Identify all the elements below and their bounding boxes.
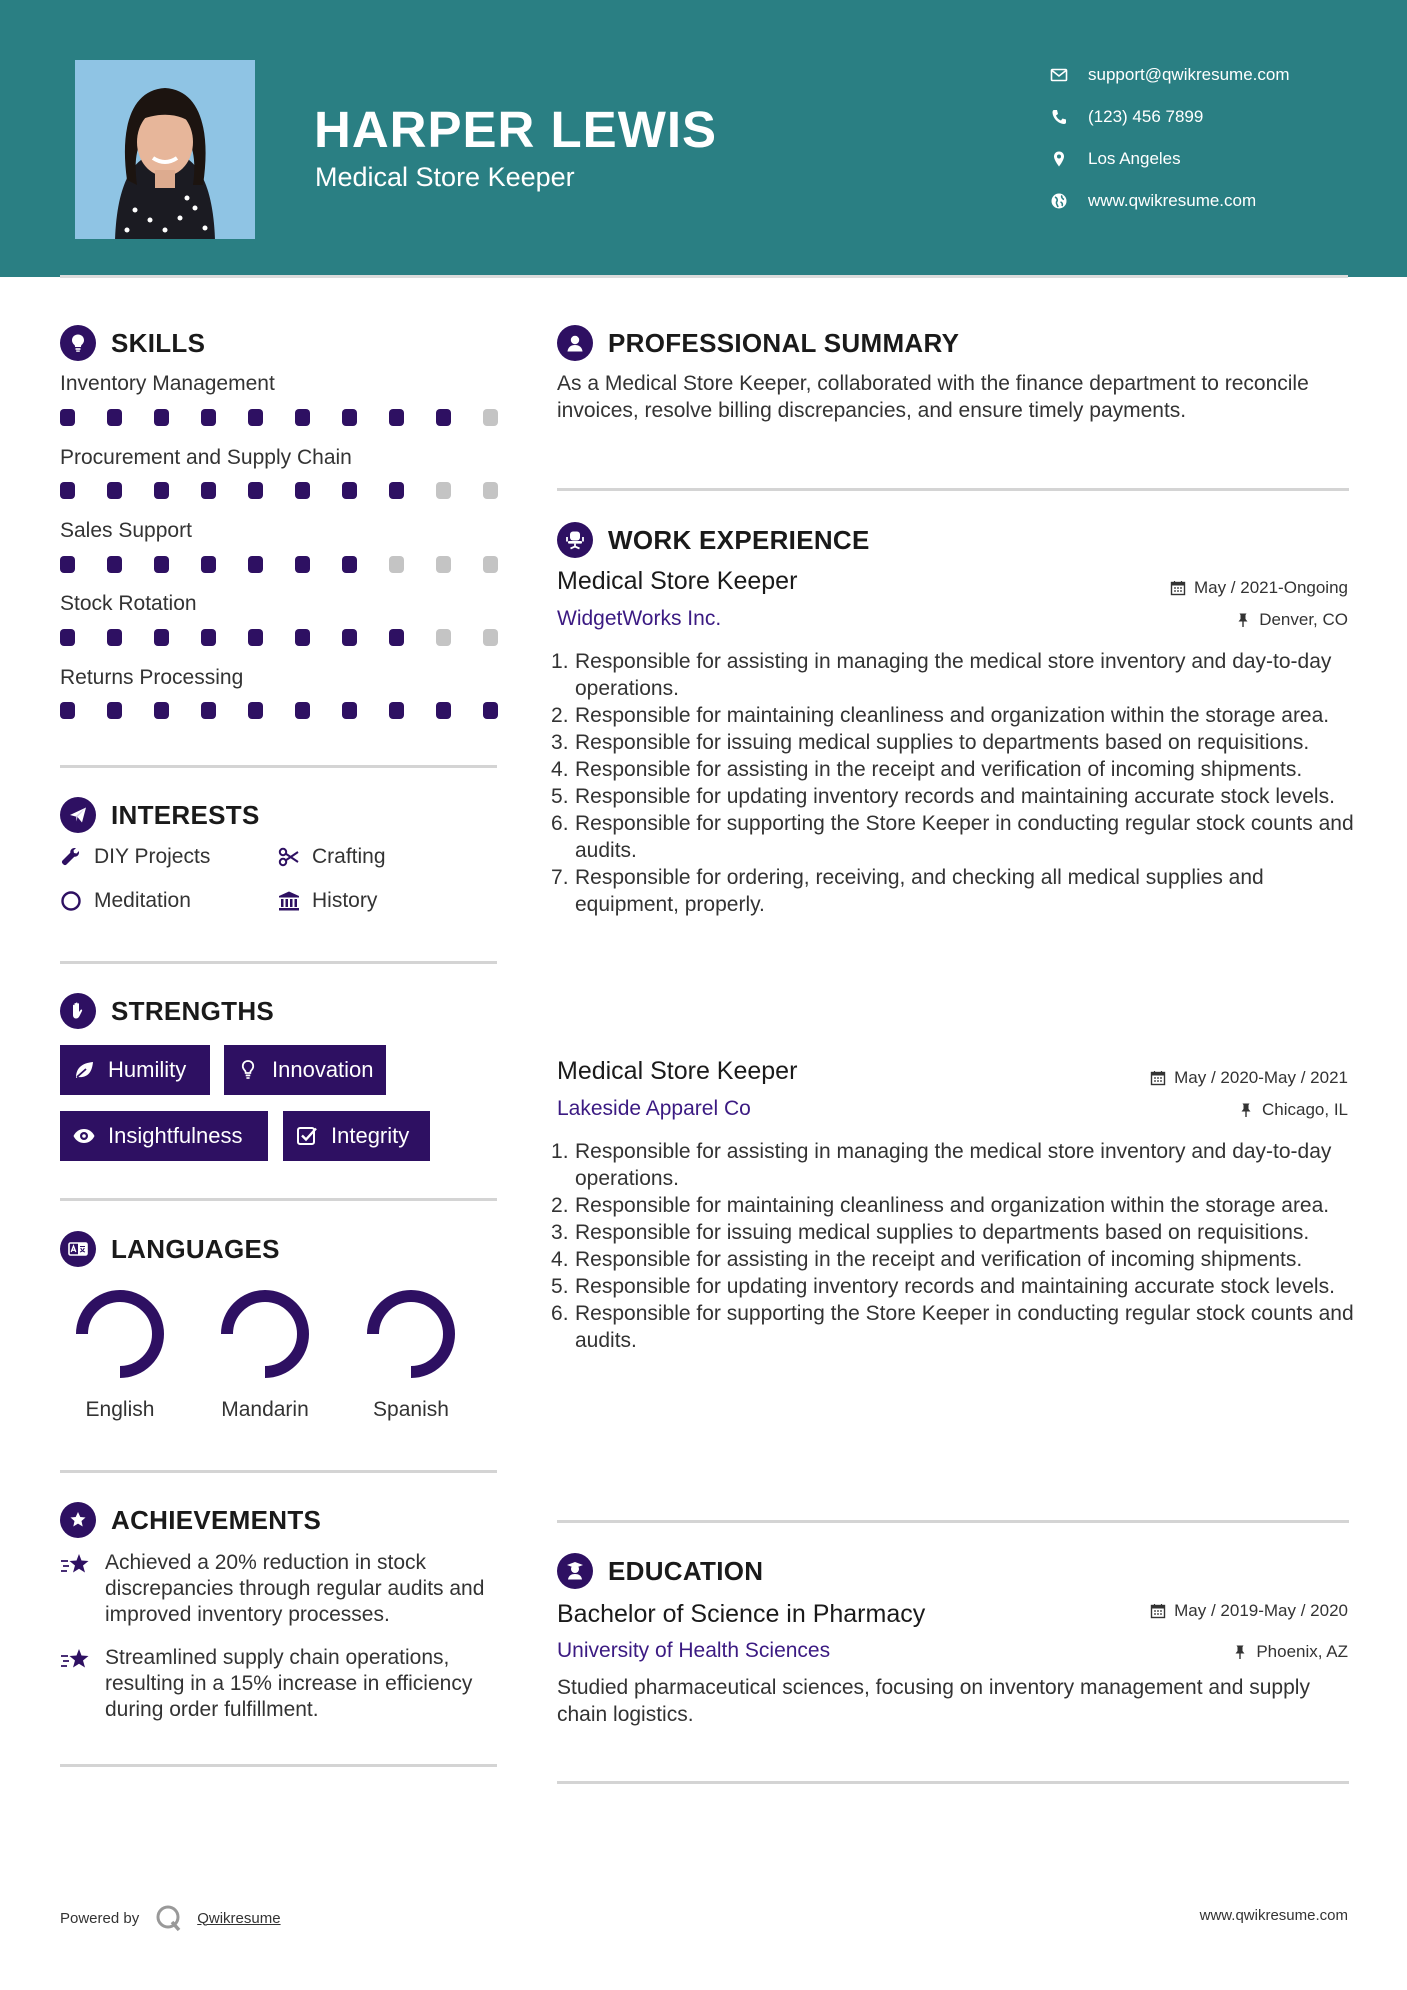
candidate-role: Medical Store Keeper [315, 162, 575, 192]
contact-email-text: support@qwikresume.com [1088, 65, 1290, 84]
rating-dot-filled [295, 482, 310, 499]
rating-dot-filled [60, 409, 75, 426]
skill-rating [60, 702, 498, 719]
hand-icon [60, 993, 96, 1029]
office-chair-icon [557, 522, 593, 558]
summary-heading [557, 325, 959, 361]
skill-name: Procurement and Supply Chain [60, 446, 352, 469]
rating-dot-filled [342, 702, 357, 719]
footer-powered-by [60, 1904, 281, 1932]
rating-dot-filled [107, 482, 122, 499]
interest-item [60, 845, 210, 869]
section-divider [557, 1520, 1349, 1523]
education-location [1232, 1642, 1348, 1662]
contact-list [1050, 54, 1290, 222]
rating-dot-filled [483, 702, 498, 719]
contact-phone-text: (123) 456 7899 [1088, 107, 1204, 126]
lightbulb-icon [236, 1058, 260, 1082]
footer-website[interactable]: www.qwikresume.com [1199, 1907, 1348, 1924]
rating-dot-filled [60, 556, 75, 573]
summary-title: PROFESSIONAL SUMMARY [608, 327, 960, 358]
rating-dot-filled [248, 629, 263, 646]
education-heading [557, 1553, 763, 1589]
experience-heading [557, 522, 870, 558]
rating-dot-filled [389, 629, 404, 646]
rating-dot-filled [436, 702, 451, 719]
rating-dot-filled [342, 482, 357, 499]
pushpin-icon [1235, 612, 1251, 628]
interests-heading [60, 797, 260, 833]
rating-dot-filled [107, 702, 122, 719]
job-location [1238, 1100, 1348, 1120]
rating-dot-filled [248, 702, 263, 719]
responsibility-item: Responsible for maintaining cleanliness and organization within the storage area. [575, 1194, 1330, 1217]
strength-tag [60, 1111, 268, 1161]
rating-dot-filled [389, 702, 404, 719]
education-date [1150, 1601, 1348, 1621]
rating-dot-empty [436, 556, 451, 573]
rating-dot-filled [389, 482, 404, 499]
star-burst-icon [60, 1647, 92, 1673]
rating-dot-filled [389, 409, 404, 426]
qwikresume-logo-icon [155, 1904, 183, 1932]
achievement-text: Streamlined supply chain operations, resulting in a 15% increase in efficiency during order fulfillment. [105, 1646, 473, 1721]
circle-icon [60, 890, 82, 912]
rating-dot-filled [342, 409, 357, 426]
language-item [205, 1286, 325, 1422]
summary-text: As a Medical Store Keeper, collaborated with the finance department to reconcile invoices, resolve billing discrepancies, and ensure timely payments. [557, 372, 1309, 422]
languages-title: LANGUAGES [111, 1233, 280, 1264]
language-name: Mandarin [221, 1398, 309, 1421]
achievement-text: Achieved a 20% reduction in stock discrepancies through regular audits and improved inventory processes. [105, 1551, 485, 1626]
contact-email[interactable] [1050, 54, 1290, 96]
rating-dot-empty [436, 629, 451, 646]
responsibility-item: Responsible for issuing medical supplies to departments based on requisitions. [575, 731, 1310, 754]
job-location [1235, 610, 1348, 630]
rating-dot-filled [154, 409, 169, 426]
check-square-icon [295, 1124, 319, 1148]
strength-tag [60, 1045, 210, 1095]
calendar-icon [1150, 1070, 1166, 1086]
graduate-icon [557, 1553, 593, 1589]
language-name: Spanish [373, 1398, 449, 1421]
section-divider [60, 961, 497, 964]
responsibility-item: Responsible for assisting in managing the medical store inventory and day-to-day operations. [575, 650, 1332, 700]
strength-tag [283, 1111, 430, 1161]
paper-plane-icon [60, 797, 96, 833]
job-title: Medical Store Keeper [557, 567, 798, 595]
skills-heading [60, 325, 205, 361]
rating-dot-filled [248, 482, 263, 499]
rating-dot-filled [342, 629, 357, 646]
phone-icon [1050, 108, 1068, 126]
company-name: Lakeside Apparel Co [557, 1097, 751, 1120]
language-level-arc [373, 1296, 449, 1372]
interest-label: History [312, 889, 378, 912]
interest-label: Crafting [312, 845, 386, 868]
interest-label: DIY Projects [94, 845, 211, 868]
lightbulb-icon [60, 325, 96, 361]
rating-dot-filled [201, 556, 216, 573]
responsibility-item: Responsible for ordering, receiving, and checking all medical supplies and equipment, properly. [575, 866, 1264, 916]
rating-dot-filled [107, 629, 122, 646]
contact-website-text: www.qwikresume.com [1088, 191, 1257, 210]
education-title: EDUCATION [608, 1555, 764, 1586]
rating-dot-filled [60, 629, 75, 646]
section-divider [60, 1764, 497, 1767]
language-name: English [85, 1398, 155, 1421]
responsibility-item: Responsible for updating inventory records and maintaining accurate stock levels. [575, 1275, 1335, 1298]
user-icon [557, 325, 593, 361]
candidate-name: HARPER LEWIS [314, 101, 718, 158]
rating-dot-filled [60, 482, 75, 499]
achievement-item [60, 1550, 500, 1628]
degree-title: Bachelor of Science in Pharmacy [557, 1600, 926, 1628]
rating-dot-filled [248, 409, 263, 426]
rating-dot-filled [107, 556, 122, 573]
contact-location-text: Los Angeles [1088, 149, 1181, 168]
star-badge-icon [60, 1502, 96, 1538]
skill-name: Stock Rotation [60, 592, 197, 615]
job-location-text: Denver, CO [1259, 610, 1348, 629]
achievements-heading [60, 1502, 321, 1538]
strengths-heading [60, 993, 274, 1029]
language-level-arc [82, 1296, 158, 1372]
rating-dot-empty [483, 482, 498, 499]
rating-dot-filled [295, 556, 310, 573]
pushpin-icon [1232, 1644, 1248, 1660]
rating-dot-empty [436, 482, 451, 499]
responsibility-item: Responsible for supporting the Store Keeper in conducting regular stock counts and audits. [575, 1302, 1354, 1352]
contact-website[interactable] [1050, 180, 1290, 222]
section-divider [557, 488, 1349, 491]
rating-dot-filled [295, 702, 310, 719]
rating-dot-empty [483, 409, 498, 426]
language-icon [60, 1231, 96, 1267]
strength-tag [224, 1045, 386, 1095]
company-name: WidgetWorks Inc. [557, 607, 722, 630]
language-level-ring [72, 1286, 168, 1382]
rating-dot-empty [389, 556, 404, 573]
rating-dot-filled [295, 409, 310, 426]
pushpin-icon [1238, 1102, 1254, 1118]
education-date-text: May / 2019-May / 2020 [1174, 1601, 1348, 1620]
skill-name: Returns Processing [60, 666, 244, 689]
job-date [1170, 578, 1348, 598]
responsibility-item: Responsible for issuing medical supplies to departments based on requisitions. [575, 1221, 1310, 1244]
envelope-icon [1050, 66, 1068, 84]
job-date [1150, 1068, 1348, 1088]
rating-dot-filled [201, 409, 216, 426]
responsibility-item: Responsible for assisting in the receipt and verification of incoming shipments. [575, 1248, 1303, 1271]
brand-link[interactable]: Qwikresume [197, 1909, 281, 1927]
education-location-text: Phoenix, AZ [1256, 1642, 1348, 1661]
language-level-arc [227, 1296, 303, 1372]
language-item [351, 1286, 471, 1422]
scissors-icon [278, 846, 300, 868]
header-divider [60, 275, 1348, 278]
strengths-title: STRENGTHS [111, 995, 275, 1026]
skill-rating [60, 409, 498, 426]
calendar-icon [1150, 1603, 1166, 1619]
location-pin-icon [1050, 150, 1068, 168]
rating-dot-filled [201, 482, 216, 499]
language-item [60, 1286, 180, 1422]
rating-dot-filled [295, 629, 310, 646]
languages-heading [60, 1231, 280, 1267]
wrench-icon [60, 846, 82, 868]
interest-item [60, 889, 191, 913]
section-divider [60, 765, 497, 768]
eye-icon [72, 1124, 96, 1148]
responsibility-item: Responsible for updating inventory records and maintaining accurate stock levels. [575, 785, 1335, 808]
header-banner [0, 0, 1407, 277]
rating-dot-filled [154, 702, 169, 719]
skills-title: SKILLS [111, 327, 206, 358]
achievements-title: ACHIEVEMENTS [111, 1504, 322, 1535]
responsibility-item: Responsible for supporting the Store Keeper in conducting regular stock counts and audits. [575, 812, 1354, 862]
powered-by-label: Powered by [60, 1909, 140, 1927]
strength-label: Humility [108, 1057, 187, 1082]
skill-name: Inventory Management [60, 372, 275, 395]
responsibility-item: Responsible for maintaining cleanliness and organization within the storage area. [575, 704, 1330, 727]
section-divider [60, 1470, 497, 1473]
contact-phone[interactable] [1050, 96, 1290, 138]
job-date-text: May / 2021-Ongoing [1193, 578, 1348, 597]
rating-dot-empty [483, 629, 498, 646]
rating-dot-filled [342, 556, 357, 573]
rating-dot-filled [154, 482, 169, 499]
skill-rating [60, 482, 498, 499]
section-divider [60, 1198, 497, 1201]
interests-title: INTERESTS [111, 799, 260, 830]
job-title: Medical Store Keeper [557, 1057, 798, 1085]
school-name: University of Health Sciences [557, 1639, 831, 1662]
experience-title: WORK EXPERIENCE [608, 524, 870, 555]
achievement-item [60, 1645, 500, 1723]
responsibility-item: Responsible for assisting in the receipt and verification of incoming shipments. [575, 758, 1303, 781]
strength-label: Innovation [272, 1057, 374, 1082]
rating-dot-filled [201, 702, 216, 719]
interest-label: Meditation [94, 889, 191, 912]
responsibility-item: Responsible for assisting in managing the medical store inventory and day-to-day operations. [575, 1140, 1332, 1190]
rating-dot-filled [60, 702, 75, 719]
education-text: Studied pharmaceutical sciences, focusing on inventory management and supply chain logistics. [557, 1676, 1310, 1726]
rating-dot-filled [201, 629, 216, 646]
skill-name: Sales Support [60, 519, 192, 542]
strength-label: Integrity [331, 1123, 410, 1148]
rating-dot-filled [154, 556, 169, 573]
rating-dot-filled [107, 409, 122, 426]
museum-icon [278, 890, 300, 912]
job-date-text: May / 2020-May / 2021 [1174, 1068, 1348, 1087]
interest-item [278, 889, 377, 913]
language-level-ring [363, 1286, 459, 1382]
job-responsibilities [557, 1138, 1357, 1354]
job-location-text: Chicago, IL [1262, 1100, 1348, 1119]
rating-dot-filled [436, 409, 451, 426]
rating-dot-filled [248, 556, 263, 573]
rating-dot-filled [154, 629, 169, 646]
skill-rating [60, 629, 498, 646]
interest-item [278, 845, 386, 869]
skill-rating [60, 556, 498, 573]
star-burst-icon [60, 1552, 92, 1578]
profile-photo [75, 60, 255, 239]
leaf-icon [72, 1058, 96, 1082]
contact-location [1050, 138, 1290, 180]
strength-label: Insightfulness [108, 1123, 243, 1148]
globe-icon [1050, 192, 1068, 210]
calendar-icon [1170, 580, 1186, 596]
job-responsibilities [557, 648, 1357, 918]
language-level-ring [217, 1286, 313, 1382]
rating-dot-empty [483, 556, 498, 573]
section-divider [557, 1781, 1349, 1784]
